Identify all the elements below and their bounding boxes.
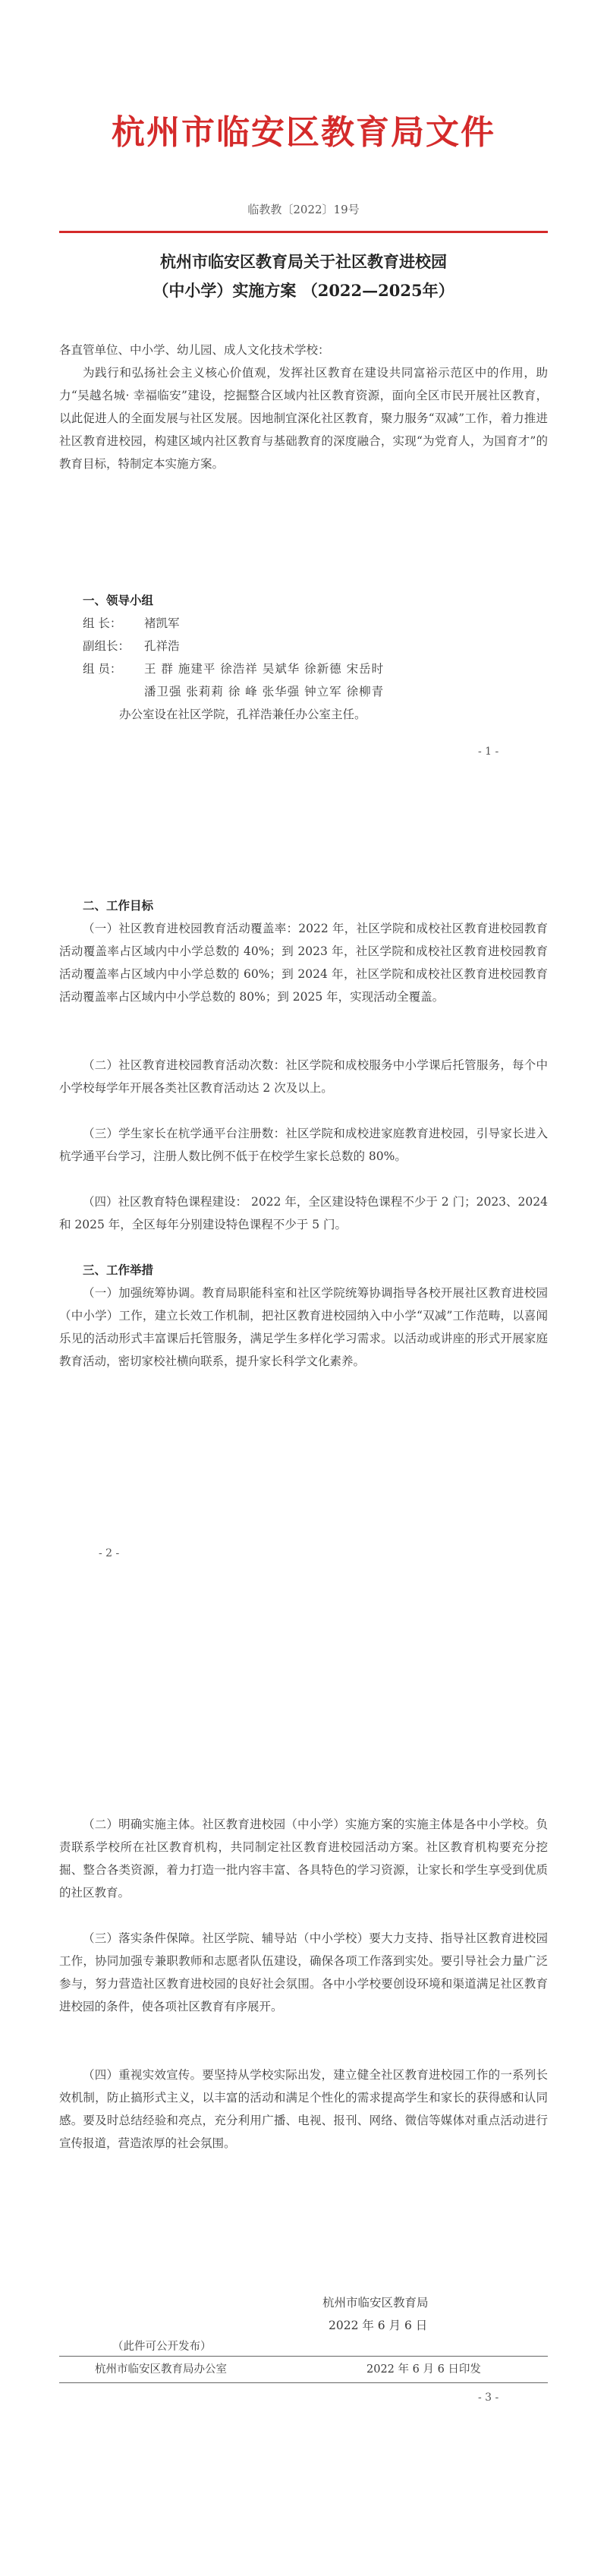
leader-name: 褚凯军 [144, 616, 180, 630]
page-number-3: - 3 - [478, 2392, 499, 2404]
footer-rule-bottom [59, 2382, 548, 2383]
measure-paragraph-1: （一）加强统筹协调。教育局职能科室和社区学院统筹协调指导各校开展社区教育进校园（中小学）工作，建立长效工作机制，把社区教育进校园纳入中小学“双减”工作范畴，以喜闻乐见的活动形式丰富课后托管服务，满足学生多样化学习需求。以活动或讲座的形式开展家庭教育活动，密切家校社横向联系，提升家长科学文化素养。 [59, 1286, 548, 1368]
deputy-label: 副组长： [83, 639, 131, 653]
goal-paragraph-2: （二）社区教育进校园教育活动次数：社区学院和成校服务中小学课后托管服务，每个中小学校每学年开展各类社区教育活动达 2 次及以上。 [59, 1058, 548, 1095]
office-note: 办公室设在社区学院，孔祥浩兼任办公室主任。 [119, 708, 366, 721]
footer-print-date: 2022 年 6 月 6 日印发 [366, 2363, 481, 2376]
document-number: 临教教〔2022〕19号 [247, 203, 360, 216]
section1-heading: 一、领导小组 [83, 593, 154, 607]
red-divider [59, 231, 548, 233]
deputy-name: 孔祥浩 [144, 639, 180, 653]
members-label: 组 员： [83, 662, 122, 676]
greeting: 各直管单位、中小学、幼儿园、成人文化技术学校： [59, 343, 330, 357]
measure-paragraph-4: （四）重视实效宣传。要坚持从学校实际出发，建立健全社区教育进校园工作的一系列长效机制，防止搞形式主义，以丰富的活动和满足个性化的需求提高学生和家长的获得感和认同感。要及时总结经验和亮点，充分利用广播、电视、报刊、网络、微信等媒体对重点活动进行宣传报道，营造浓厚的社会氛围。 [59, 2068, 548, 2150]
goal-paragraph-3: （三）学生家长在杭学通平台注册数：社区学院和成校进家庭教育进校园，引导家长进入杭学通平台学习，注册人数比例不低于在校学生家长总数的 80%。 [59, 1127, 548, 1163]
members-row-2: 潘卫强 张莉莉 徐 峰 张华强 钟立军 徐柳青 [144, 685, 385, 698]
document-title-line1: 杭州市临安区教育局关于社区教育进校园 [160, 252, 447, 271]
page-number-1: - 1 - [478, 746, 499, 758]
members-row-1: 王 群 施建平 徐浩祥 吴斌华 徐新德 宋岳时 [144, 662, 385, 676]
intro-paragraph: 为践行和弘扬社会主义核心价值观，发挥社区教育在建设共同富裕示范区中的作用，助力“吴越名城· 幸福临安”建设，挖掘整合区域内社区教育资源，面向全区市民开展社区教育，以此促进人的全面发展与社区发展。因地制宜深化社区教育，聚力服务“双减”工作，着力推进社区教育进校园，构建区域内社区教育与基础教育的深度融合，实现“为党育人，为国育才”的教育目标，特制定本实施方案。 [59, 366, 548, 471]
goal-paragraph-4: （四）社区教育特色课程建设： 2022 年，全区建设特色课程不少于 2 门；2023、2024 和 2025 年，全区每年分别建设特色课程不少于 5 门。 [59, 1195, 548, 1231]
public-release-note: （此件可公开发布） [112, 2341, 212, 2353]
document-title-line2: （中小学）实施方案 （2022—2025年） [153, 281, 454, 300]
signature-org: 杭州市临安区教育局 [322, 2296, 429, 2310]
measure-paragraph-2: （二）明确实施主体。社区教育进校园（中小学）实施方案的实施主体是各中小学校。负责联系学校所在社区教育机构，共同制定社区教育进校园活动方案。社区教育机构要充分挖掘、整合各类资源，着力打造一批内容丰富、各具特色的学习资源，让家长和学生享受到优质的社区教育。 [59, 1818, 548, 1900]
measure-paragraph-3: （三）落实条件保障。社区学院、辅导站（中小学校）要大力支持、指导社区教育进校园工作，协同加强专兼职教师和志愿者队伍建设，确保各项工作落到实处。要引导社会力量广泛参与，努力营造社区教育进校园的良好社会氛围。各中小学校要创设环境和渠道满足社区教育进校园的条件，使各项社区教育有序展开。 [59, 1931, 548, 2013]
section3-heading: 三、工作举措 [83, 1263, 154, 1277]
document-header-title: 杭州市临安区教育局文件 [112, 113, 495, 152]
footer-issuer: 杭州市临安区教育局办公室 [95, 2363, 227, 2376]
signature-date: 2022 年 6 月 6 日 [329, 2319, 428, 2332]
leader-label: 组 长： [83, 616, 122, 630]
goal-paragraph-1: （一）社区教育进校园教育活动覆盖率：2022 年，社区学院和成校社区教育进校园教育活动覆盖率占区域内中小学总数的 40%；到 2023 年，社区学院和成校社区教育进校园教育活动覆盖率占区域内中小学总数的 60%；到 2024 年，社区学院和成校社区教育进校园教育活动覆盖率占区域内中小学总数的 80%；到 2025 年，实现活动全覆盖。 [59, 922, 548, 1004]
footer-rule-top [59, 2356, 548, 2357]
page-number-2: - 2 - [99, 1547, 120, 1559]
section2-heading: 二、工作目标 [83, 898, 154, 913]
